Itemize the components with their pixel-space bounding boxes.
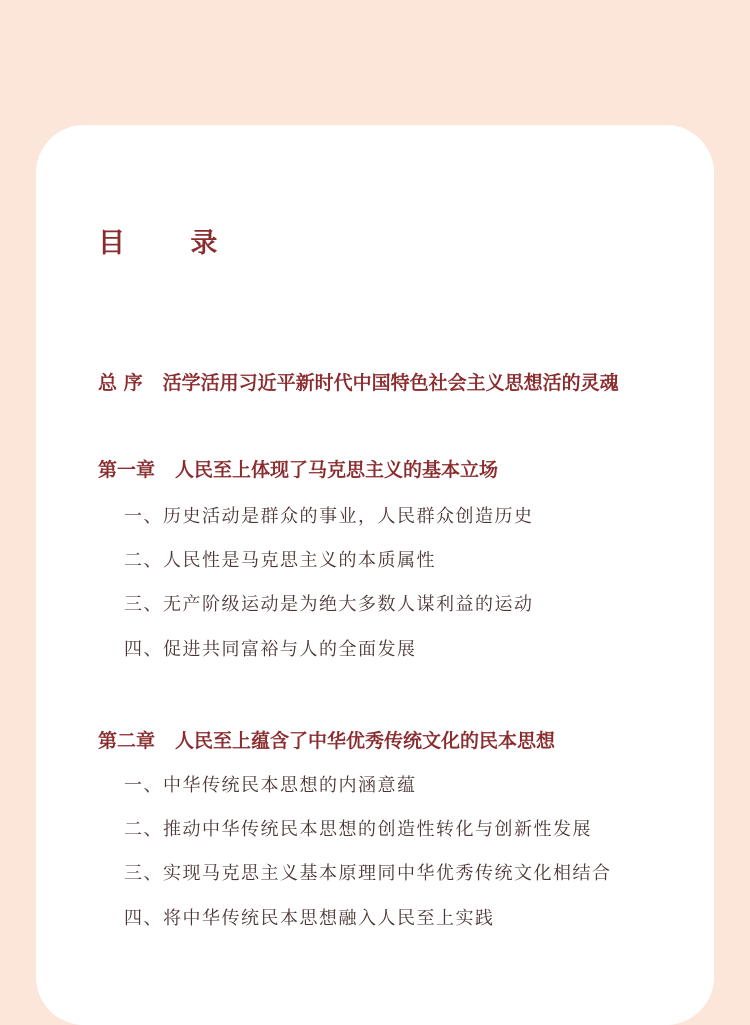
chapter-2-title: 人民至上蕴含了中华优秀传统文化的民本思想 bbox=[175, 730, 556, 752]
chapter-1-label: 第一章 bbox=[98, 459, 156, 481]
chapter-1-entry[interactable] bbox=[98, 456, 498, 484]
chapter-2-section-3[interactable]: 三、实现马克思主义基本原理同中华优秀传统文化相结合 bbox=[124, 863, 612, 884]
preface-label: 总 序 bbox=[98, 372, 143, 394]
preface-entry[interactable] bbox=[98, 369, 619, 397]
chapter-1-title: 人民至上体现了马克思主义的基本立场 bbox=[175, 459, 499, 481]
chapter-2-entry[interactable] bbox=[98, 727, 555, 755]
chapter-1-section-3[interactable]: 三、无产阶级运动是为绝大多数人谋利益的运动 bbox=[124, 594, 534, 615]
toc-heading: 目 录 bbox=[98, 228, 246, 259]
chapter-1-section-2[interactable]: 二、人民性是马克思主义的本质属性 bbox=[124, 550, 436, 571]
chapter-1-section-4[interactable]: 四、促进共同富裕与人的全面发展 bbox=[124, 639, 417, 660]
preface-title: 活学活用习近平新时代中国特色社会主义思想活的灵魂 bbox=[162, 372, 619, 394]
chapter-2-label: 第二章 bbox=[98, 730, 156, 752]
chapter-2-section-1[interactable]: 一、中华传统民本思想的内涵意蕴 bbox=[124, 775, 417, 796]
chapter-2-section-2[interactable]: 二、推动中华传统民本思想的创造性转化与创新性发展 bbox=[124, 819, 592, 840]
chapter-2-section-4[interactable]: 四、将中华传统民本思想融入人民至上实践 bbox=[124, 908, 495, 929]
chapter-1-section-1[interactable]: 一、历史活动是群众的事业，人民群众创造历史 bbox=[124, 506, 534, 527]
cut-off-next-entry bbox=[98, 990, 618, 1000]
